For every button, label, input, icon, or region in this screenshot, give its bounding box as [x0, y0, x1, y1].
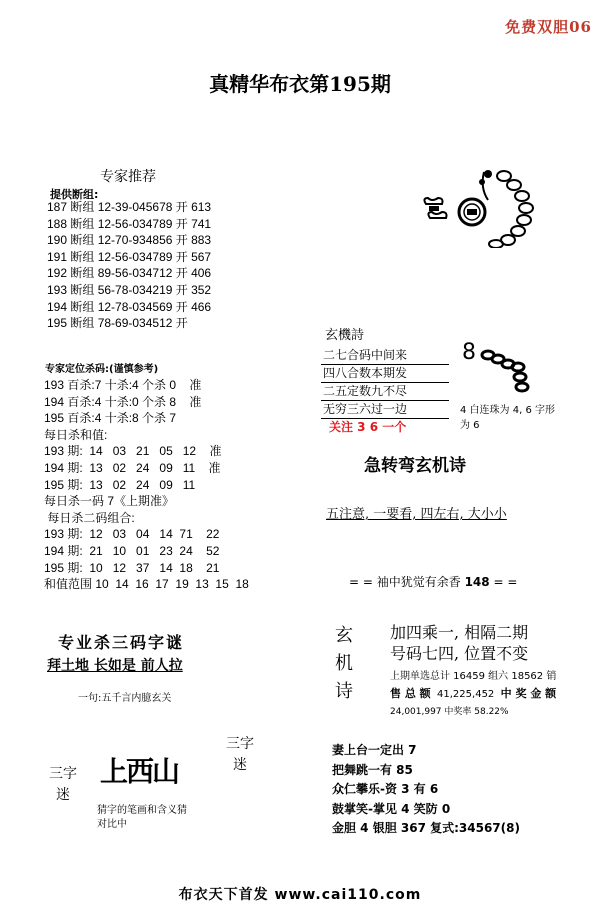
- kill-number-row: 和值范围 10 14 16 17 19 13 15 18: [44, 577, 249, 592]
- duanzu-row: 191 断组 12-56-034789 开 567: [47, 249, 212, 264]
- kill-number-row: 194 百杀:4 十杀:0 个杀 8 准: [44, 394, 202, 409]
- bottom-list-item: 鼓掌笑-掌见 4 笑防 0: [332, 801, 451, 816]
- kill-number-row: 193 期: 14 03 21 05 12 准: [44, 444, 222, 459]
- ingot-coin-bead-icon: [418, 168, 543, 252]
- riddle-hint: 一句:五千言内臆玄关: [78, 693, 172, 704]
- bead-note-line: 为 6: [460, 420, 480, 431]
- xuanji-vertical-label: 玄机诗: [335, 625, 353, 702]
- stats-line-1: 上期单选总计 16459 组六 18562 销: [390, 671, 557, 682]
- guess-hint-2: 对比中: [97, 819, 127, 830]
- xiuzhong-end: = =: [493, 575, 518, 589]
- duanzu-label: 提供断组:: [50, 188, 99, 201]
- bottom-list: [332, 741, 520, 839]
- bottom-list-item: 众仁攀乐-资 3 有 6: [332, 782, 439, 796]
- footer-site: 布衣天下首发 www.cai110.com: [178, 887, 422, 903]
- page-title: 真精华布衣第195期: [209, 72, 391, 96]
- sanzi-right-label: 三字迷: [226, 736, 254, 773]
- kill-number-list: [44, 377, 249, 593]
- duanzu-row: 195 断组 78-69-034512 开: [47, 316, 188, 331]
- xiuzhong-text: = = 袖中犹觉有余香: [349, 575, 465, 589]
- kill-number-row: 193 百杀:7 十杀:4 个杀 0 准: [44, 378, 202, 392]
- kill-number-row: 195 百杀:4 十杀:8 个杀 7: [44, 411, 177, 426]
- poem-line: 加四乘一, 相隔二期: [390, 623, 529, 642]
- svg-text:8: 8: [462, 340, 476, 365]
- corner-tag: 免费双胆06: [505, 18, 592, 36]
- expert-title: 专家推荐: [100, 169, 156, 185]
- bottom-list-item: 金胆 4 银胆 367 复式:34567(8): [332, 821, 520, 835]
- riddle-big-text: 上西山: [100, 755, 179, 788]
- bead-note: [460, 403, 555, 433]
- xuanji-title: 玄機詩: [325, 328, 365, 343]
- xiuzhong-line: [349, 573, 517, 590]
- xuanji-poem-box: [321, 327, 449, 436]
- prize-label: 中 奖 金 额: [500, 687, 557, 700]
- duanzu-row: 190 断组 12-70-934856 开 883: [47, 233, 212, 248]
- bead-note-line: 4 白连珠为 4, 6 字形: [460, 405, 555, 416]
- riddle-title: 专业杀三码字谜: [58, 633, 185, 652]
- stats-line-2: [390, 685, 556, 701]
- riddle-line: 拜土地 长如是 前人拉: [47, 658, 183, 674]
- xuanji-line: 无穷三六过一边: [321, 401, 449, 419]
- bottom-list-item: 妻上台一定出 7: [332, 743, 417, 757]
- follow-36-label: 关注 3 6 一个: [329, 420, 407, 434]
- jizhuan-title: 急转弯玄机诗: [364, 456, 466, 476]
- kill-number-row: 每日杀和值:: [44, 427, 108, 442]
- sanzi-left-label: 三字迷: [49, 766, 77, 803]
- kill-number-row: 195 期: 13 02 24 09 11: [44, 477, 196, 492]
- sales-label: 售 总 额: [390, 687, 431, 700]
- bead-chain-icon: [462, 337, 542, 399]
- xiuzhong-number: 148: [464, 575, 490, 589]
- wuzhu-line: 五注意, 一要看, 四左右, 大小小: [326, 507, 507, 522]
- dingwei-label: 专家定位杀码:(谨慎参考): [45, 364, 159, 375]
- xuanji-line: 四八合数本期发: [321, 365, 449, 383]
- kill-number-row: 193 期: 12 03 04 14 71 22: [44, 527, 220, 542]
- duanzu-row: 193 断组 56-78-034219 开 352: [47, 282, 212, 297]
- poem-line: 号码七四, 位置不变: [390, 644, 529, 663]
- bottom-list-item: 把舞跳一有 85: [332, 762, 413, 777]
- duanzu-row: 187 断组 12-39-045678 开 613: [47, 200, 212, 214]
- sales-value: 41,225,452: [437, 689, 495, 700]
- xuanji-line: 二七合码中间来: [321, 347, 449, 365]
- stats-line-3: 24,001,997 中奖率 58.22%: [390, 707, 509, 717]
- guess-hint: 猜字的笔画和含义猜: [97, 805, 187, 816]
- kill-number-row: 194 期: 21 10 01 23 24 52: [44, 543, 220, 558]
- kill-number-row: 每日杀一码 7《上期准》: [44, 494, 175, 509]
- kill-number-row: 每日杀二码组合:: [44, 510, 135, 525]
- duanzu-row: 194 断组 12-78-034569 开 466: [47, 299, 212, 314]
- kill-number-row: 195 期: 10 12 37 14 18 21: [44, 560, 220, 575]
- xuanji-line: 二五定数九不尽: [321, 383, 449, 401]
- duanzu-row: 188 断组 12-56-034789 开 741: [47, 216, 212, 231]
- duanzu-row: 192 断组 89-56-034712 开 406: [47, 266, 212, 281]
- duanzu-list: [47, 199, 211, 332]
- kill-number-row: 194 期: 13 02 24 09 11 准: [44, 460, 221, 475]
